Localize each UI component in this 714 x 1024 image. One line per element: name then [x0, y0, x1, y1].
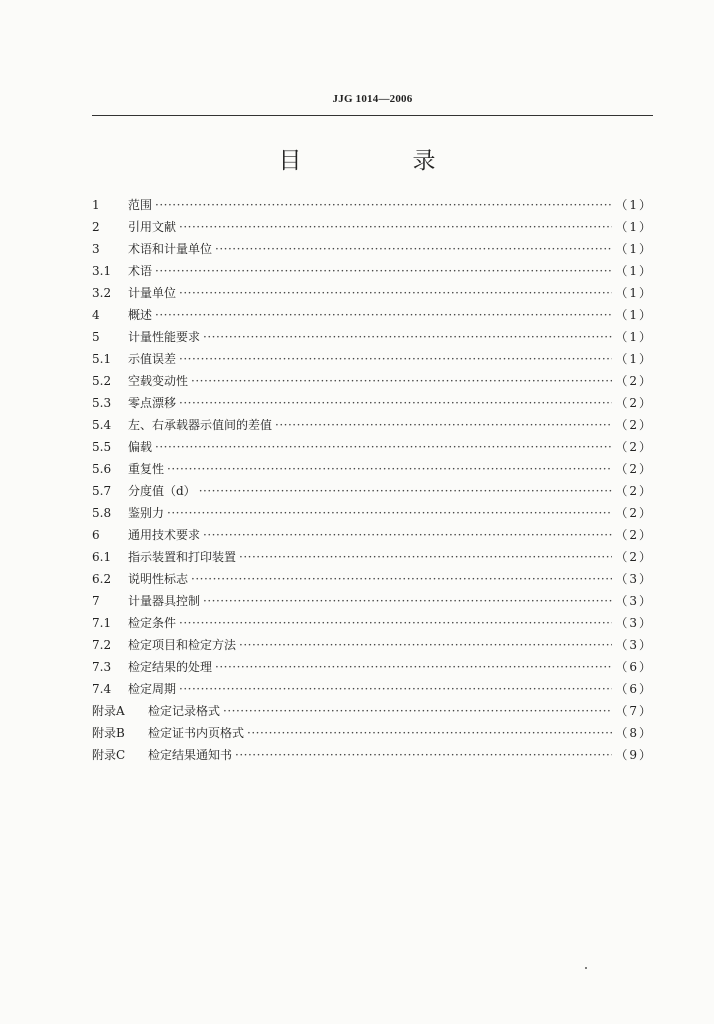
- toc-entry-page: （2）: [615, 462, 653, 476]
- toc-leader-dots: [203, 326, 612, 348]
- toc-entry-title: 概述: [128, 308, 153, 322]
- toc-leader-dots: [215, 656, 612, 678]
- toc-entry[interactable]: [92, 612, 653, 634]
- toc-leader-dots: [235, 744, 612, 766]
- toc-leader-dots: [239, 546, 612, 568]
- toc-entry-number: 5.8: [92, 506, 112, 520]
- toc-leader-dots: [247, 722, 612, 744]
- toc-leader-dots: [179, 612, 612, 634]
- toc-entry-page: （3）: [615, 572, 653, 586]
- toc-entry[interactable]: [92, 348, 653, 370]
- toc-entry[interactable]: [92, 656, 653, 678]
- toc-entry-title: 计量单位: [128, 286, 177, 300]
- toc-leader-dots: [223, 700, 612, 722]
- toc-entry-page: （3）: [615, 594, 653, 608]
- toc-entry-number: 5.2: [92, 374, 112, 388]
- toc-entry[interactable]: [92, 260, 653, 282]
- toc-entry-number: 5.1: [92, 352, 112, 366]
- toc-entry-page: （1）: [615, 242, 653, 256]
- toc-entry-page: （2）: [615, 528, 653, 542]
- toc-entry[interactable]: [92, 216, 653, 238]
- toc-entry-title: 指示装置和打印装置: [128, 550, 237, 564]
- toc-entry[interactable]: [92, 722, 653, 744]
- toc-entry-title: 分度值（d）: [128, 484, 196, 498]
- toc-leader-dots: [275, 414, 612, 436]
- toc-entry-title: 左、右承载器示值间的差值: [128, 418, 273, 432]
- toc-entry[interactable]: [92, 458, 653, 480]
- toc-entry-number: 5.5: [92, 440, 112, 454]
- toc-entry-title: 检定结果通知书: [148, 748, 233, 762]
- toc-entry-number: 5: [92, 330, 100, 344]
- toc-entry-page: （1）: [615, 352, 653, 366]
- toc-entry-number: 3: [92, 242, 100, 256]
- toc-entry-page: （3）: [615, 638, 653, 652]
- toc-leader-dots: [167, 458, 612, 480]
- toc-entry[interactable]: [92, 326, 653, 348]
- toc-entry-number: 5.7: [92, 484, 112, 498]
- toc-entry[interactable]: [92, 590, 653, 612]
- toc-entry-page: （3）: [615, 616, 653, 630]
- toc-entry[interactable]: [92, 238, 653, 260]
- toc-entry-page: （6）: [615, 682, 653, 696]
- toc-entry-title: 重复性: [128, 462, 165, 476]
- page-title: 目 录: [278, 148, 480, 174]
- toc-entry-title: 范围: [128, 198, 153, 212]
- toc-entry-number: 3.2: [92, 286, 112, 300]
- toc-leader-dots: [155, 194, 612, 216]
- toc-entry-title: 鉴别力: [128, 506, 165, 520]
- toc-entry-page: （2）: [615, 484, 653, 498]
- toc-entry-title: 空载变动性: [128, 374, 189, 388]
- toc-entry[interactable]: [92, 524, 653, 546]
- toc-entry-number: 5.3: [92, 396, 112, 410]
- toc-entry-title: 检定结果的处理: [128, 660, 213, 674]
- toc-entry-page: （7）: [615, 704, 653, 718]
- toc-entry-title: 零点漂移: [128, 396, 177, 410]
- toc-entry-number: 7.4: [92, 682, 112, 696]
- table-of-contents: [92, 194, 653, 766]
- toc-entry-page: （8）: [615, 726, 653, 740]
- scan-speck: [585, 967, 587, 969]
- toc-entry-page: （9）: [615, 748, 653, 762]
- toc-entry-title: 术语: [128, 264, 153, 278]
- toc-entry[interactable]: [92, 634, 653, 656]
- toc-entry[interactable]: [92, 370, 653, 392]
- toc-entry[interactable]: [92, 414, 653, 436]
- toc-entry[interactable]: [92, 480, 653, 502]
- toc-entry-page: （1）: [615, 264, 653, 278]
- document-code-header: JJG 1014—2006: [332, 93, 413, 105]
- toc-entry-number: 附录A: [92, 704, 125, 718]
- toc-entry-number: 1: [92, 198, 100, 212]
- toc-entry[interactable]: [92, 304, 653, 326]
- toc-leader-dots: [179, 678, 612, 700]
- toc-entry-title: 示值误差: [128, 352, 177, 366]
- toc-entry[interactable]: [92, 700, 653, 722]
- toc-leader-dots: [179, 392, 612, 414]
- toc-entry-title: 术语和计量单位: [128, 242, 213, 256]
- toc-entry[interactable]: [92, 546, 653, 568]
- toc-leader-dots: [155, 436, 612, 458]
- toc-entry-number: 5.6: [92, 462, 112, 476]
- toc-entry[interactable]: [92, 392, 653, 414]
- toc-entry-number: 5.4: [92, 418, 112, 432]
- toc-entry-number: 6.1: [92, 550, 112, 564]
- toc-leader-dots: [167, 502, 612, 524]
- toc-entry[interactable]: [92, 502, 653, 524]
- toc-entry-number: 6.2: [92, 572, 112, 586]
- toc-entry-page: （2）: [615, 506, 653, 520]
- toc-leader-dots: [215, 238, 612, 260]
- toc-entry-number: 2: [92, 220, 100, 234]
- toc-entry-page: （2）: [615, 396, 653, 410]
- toc-entry-number: 6: [92, 528, 100, 542]
- toc-entry-page: （2）: [615, 418, 653, 432]
- toc-leader-dots: [155, 260, 612, 282]
- toc-entry[interactable]: [92, 282, 653, 304]
- toc-entry-page: （1）: [615, 198, 653, 212]
- toc-entry-title: 说明性标志: [128, 572, 189, 586]
- toc-entry-page: （1）: [615, 220, 653, 234]
- toc-entry-title: 计量器具控制: [128, 594, 201, 608]
- toc-leader-dots: [179, 216, 612, 238]
- toc-leader-dots: [203, 590, 612, 612]
- toc-leader-dots: [191, 568, 612, 590]
- toc-entry-title: 检定项目和检定方法: [128, 638, 237, 652]
- toc-entry-number: 7: [92, 594, 100, 608]
- toc-entry-page: （1）: [615, 330, 653, 344]
- toc-entry-number: 4: [92, 308, 100, 322]
- toc-leader-dots: [203, 524, 612, 546]
- toc-entry-title: 偏载: [128, 440, 153, 454]
- toc-leader-dots: [191, 370, 612, 392]
- toc-leader-dots: [179, 282, 612, 304]
- toc-leader-dots: [199, 480, 613, 502]
- toc-entry-title: 检定条件: [128, 616, 177, 630]
- toc-entry-page: （6）: [615, 660, 653, 674]
- toc-entry-page: （2）: [615, 550, 653, 564]
- toc-leader-dots: [239, 634, 612, 656]
- toc-entry-title: 引用文献: [128, 220, 177, 234]
- toc-entry-number: 3.1: [92, 264, 112, 278]
- toc-entry[interactable]: [92, 436, 653, 458]
- toc-entry-title: 检定记录格式: [148, 704, 221, 718]
- toc-entry-number: 附录C: [92, 748, 126, 762]
- toc-entry-title: 通用技术要求: [128, 528, 201, 542]
- toc-leader-dots: [179, 348, 612, 370]
- toc-entry-number: 7.2: [92, 638, 112, 652]
- toc-entry-title: 检定证书内页格式: [148, 726, 245, 740]
- toc-entry-page: （2）: [615, 440, 653, 454]
- toc-leader-dots: [155, 304, 612, 326]
- header-rule: [92, 115, 653, 116]
- toc-entry-page: （1）: [615, 286, 653, 300]
- toc-entry-number: 7.1: [92, 616, 112, 630]
- toc-entry-number: 附录B: [92, 726, 125, 740]
- toc-entry-number: 7.3: [92, 660, 112, 674]
- toc-entry-title: 计量性能要求: [128, 330, 201, 344]
- toc-entry[interactable]: [92, 678, 653, 700]
- toc-entry[interactable]: [92, 568, 653, 590]
- toc-entry-page: （2）: [615, 374, 653, 388]
- toc-entry-title: 检定周期: [128, 682, 177, 696]
- toc-entry[interactable]: [92, 744, 653, 766]
- toc-entry-page: （1）: [615, 308, 653, 322]
- toc-entry[interactable]: [92, 194, 653, 216]
